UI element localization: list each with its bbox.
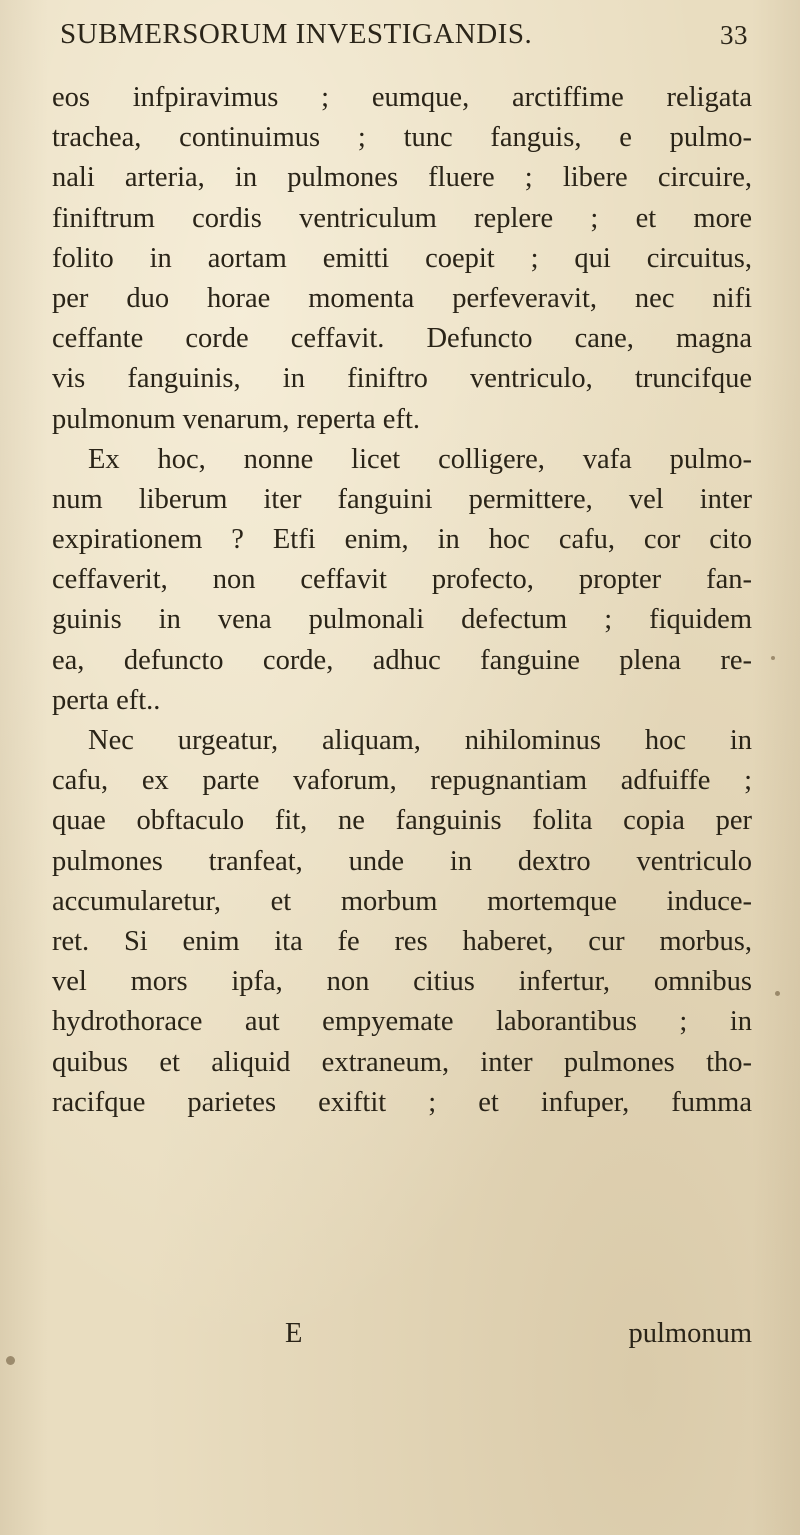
text-line: ea, defuncto corde, adhuc fanguine plena re- xyxy=(52,644,752,676)
text-line: quae obftaculo fit, ne fanguinis folita copia per xyxy=(52,805,752,837)
text-line: Nec urgeatur, aliquam, nihilominus hoc in xyxy=(88,725,752,756)
text-line: vel mors ipfa, non citius infertur, omnibus xyxy=(52,966,752,998)
text-line: finiftrum cordis ventriculum replere ; et more xyxy=(52,202,752,234)
catchword: pulmonum xyxy=(628,1318,752,1349)
text-line: folito in aortam emitti coepit ; qui circuitus, xyxy=(52,242,752,274)
page-number: 33 xyxy=(720,20,748,50)
running-head-title: SUBMERSORUM INVESTIGANDIS. xyxy=(60,18,533,50)
text-line: num liberum iter fanguini permittere, vel inter xyxy=(52,483,752,515)
text-line: trachea, continuimus ; tunc fanguis, e pulmo- xyxy=(52,122,752,154)
text-line: vis fanguinis, in finiftro ventriculo, truncifque xyxy=(52,363,752,395)
text-line: ret. Si enim ita fe res haberet, cur morbus, xyxy=(52,925,752,957)
running-head xyxy=(60,18,748,51)
signature-mark: E xyxy=(285,1318,303,1349)
text-line: ceffante corde ceffavit. Defuncto cane, magna xyxy=(52,323,752,355)
text-line: quibus et aliquid extraneum, inter pulmones tho- xyxy=(52,1046,752,1078)
text-line: hydrothorace aut empyemate laborantibus ; in xyxy=(52,1006,752,1038)
text-line: racifque parietes exiftit ; et infuper, fumma xyxy=(52,1086,752,1118)
text-line: Ex hoc, nonne licet colligere, vafa pulmo- xyxy=(88,443,752,475)
text-line: ceffaverit, non ceffavit profecto, propter fan- xyxy=(52,564,752,596)
text-line: expirationem ? Etfi enim, in hoc cafu, cor cito xyxy=(52,524,752,556)
ink-blot xyxy=(775,991,780,996)
text-line: guinis in vena pulmonali defectum ; fiquidem xyxy=(52,604,752,636)
text-line: nali arteria, in pulmones fluere ; libere circuire, xyxy=(52,162,752,194)
signature-line xyxy=(52,1318,752,1358)
text-line: pulmones tranfeat, unde in dextro ventriculo xyxy=(52,845,752,877)
text-line: cafu, ex parte vaforum, repugnantiam adfuiffe ; xyxy=(52,765,752,797)
text-line: pulmonum venarum, reperta eft. xyxy=(52,403,420,435)
ink-blot xyxy=(6,1356,15,1365)
text-line: accumularetur, et morbum mortemque induce- xyxy=(52,885,752,917)
text-line: perta eft.. xyxy=(52,684,161,716)
ink-blot xyxy=(771,656,775,660)
body-text xyxy=(52,78,752,1123)
text-line: eos infpiravimus ; eumque, arctiffime religata xyxy=(52,82,752,113)
text-line: per duo horae momenta perfeveravit, nec nifi xyxy=(52,282,752,314)
